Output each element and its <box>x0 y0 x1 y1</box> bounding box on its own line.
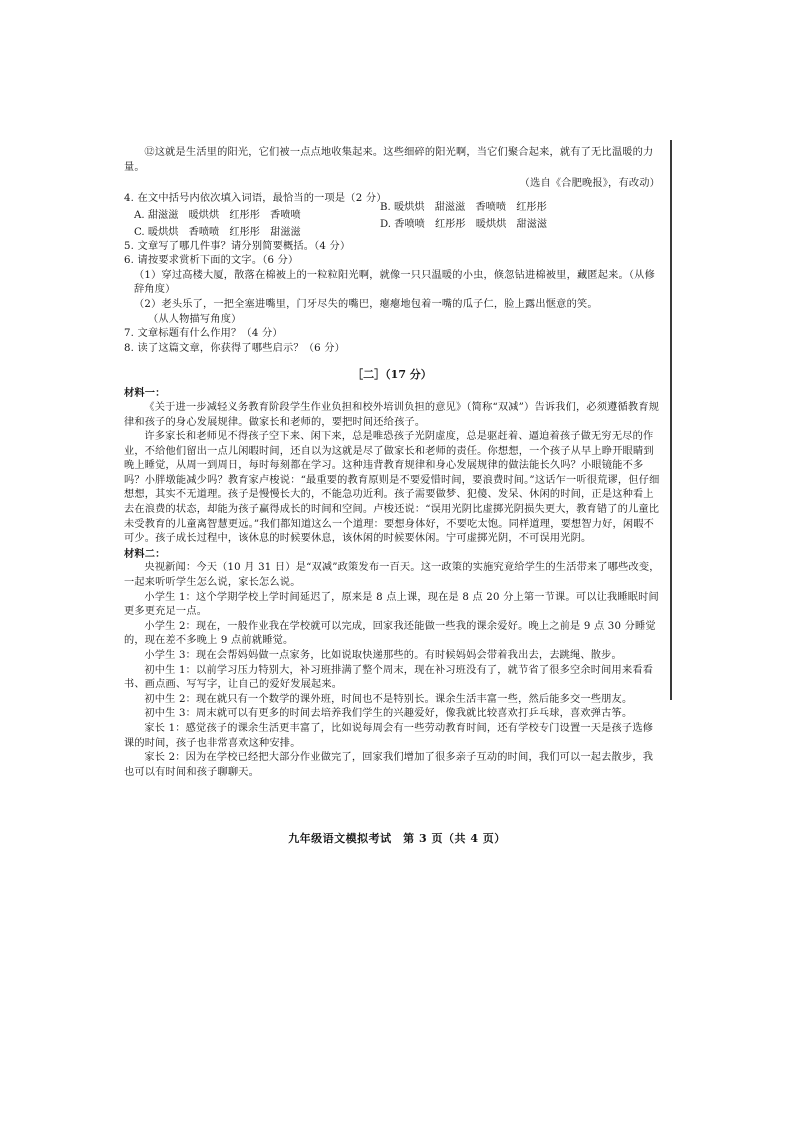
material-2-paragraph: 初中生 2：现在就只有一个数学的课外班，时间也不是特别长。课余生活丰富一些，然后能多交一些朋友。 <box>144 693 633 705</box>
option-a: A. 甜滋滋 暖烘烘 红彤彤 香喷喷 <box>134 210 301 222</box>
material-2-paragraph: 初中生 1：以前学习压力特别大，补习班排满了整个周末，现在补习班没有了，就节省了很多空余时间用来看看书、画点画、写写字，让自己的爱好发展起来。 <box>124 664 654 691</box>
material-2-paragraph: 初中生 3：周末就可以有更多的时间去培养我们学生的兴趣爱好，像我就比较喜欢打乒乓球，喜欢弹古筝。 <box>144 708 633 720</box>
passage-paragraph-12: ⑫这就是生活里的阳光，它们被一点点地收集起来。这些细碎的阳光啊，当它们聚合起来，就有了无比温暖的力量。 <box>124 147 654 173</box>
question-4-options <box>124 202 660 239</box>
material-2-paragraph: 小学生 2：现在，一般作业我在学校就可以完成，回家我还能做一些我的课余爱好。晚上之前是 9 点 30 分睡觉的，现在差不多晚上 9 点前就睡觉。 <box>124 620 656 647</box>
question-6-part-2: （2）老头乐了，一把全塞进嘴里，门牙尽失的嘴巴，瘪瘪地包着一嘴的瓜子仁，脸上露出惬意的笑。 <box>134 298 598 310</box>
question-6: 6. 请按要求赏析下面的文字。（6 分） <box>124 255 299 267</box>
material-1-paragraph: 《关于进一步减轻义务教育阶段学生作业负担和校外培训负担的意见》（简称“双减”）告诉我们，必须遵循教育规律和孩子的身心发展规律。做家长和老师的，要把时间还给孩子。 <box>124 401 660 428</box>
margin-rule <box>670 140 672 700</box>
material-2-paragraph: 央视新闻：今天（10 月 31 日）是“双减”政策发布一百天。这一政策的实施究竟给学生的生活带来了哪些改变，一起来听听学生怎么说，家长怎么说。 <box>124 562 660 589</box>
section-2-header: ［二］（17 分） <box>352 368 432 382</box>
question-6-part-1: （1）穿过高楼大厦，散落在棉被上的一粒粒阳光啊，就像一只只温暖的小虫，倏忽钻进棉被里，藏匿起来。（从修辞角度） <box>134 269 655 296</box>
question-8: 8. 读了这篇文章，你获得了哪些启示？（6 分） <box>124 342 346 354</box>
material-2-paragraph: 小学生 3：现在会帮妈妈做一点家务，比如说取快递那些的。有时候妈妈会带着我出去，去跳绳、散步。 <box>144 650 622 661</box>
material-2-paragraph: 小学生 1：这个学期学校上学时间延迟了，原来是 8 点上课，现在是 8 点 20 分上第一节课。可以让我睡眠时间更多更充足一点。 <box>124 591 659 618</box>
material-1-label: 材料一： <box>124 387 166 400</box>
passage-source: （选自《合肥晚报》，有改动） <box>519 178 660 190</box>
option-b: B. 暖烘烘 甜滋滋 香喷喷 红彤彤 <box>380 202 547 214</box>
material-2-paragraph: 家长 1：感觉孩子的课余生活更丰富了，比如说每周会有一些劳动教育时间，还有学校专门设置一天是孩子选修课的时间，孩子也非常喜欢这种安排。 <box>124 722 654 749</box>
page-footer: 九年级语文模拟考试 第 3 页（共 4 页） <box>288 832 506 845</box>
material-2-label: 材料二： <box>124 547 166 560</box>
option-c: C. 暖烘烘 香喷喷 红彤彤 甜滋滋 <box>134 226 301 238</box>
question-6-part-2-note: （从人物描写角度） <box>148 313 242 325</box>
material-1-paragraph: 许多家长和老师见不得孩子空下来、闲下来，总是唯恐孩子光阴虚度，总是驱赶着、逼迫着孩子做无穷无尽的作业，不给他们留出一点儿闲暇时间，还自以为这就是尽了做家长和老师的责任。你想想，一个孩子从早上睁开眼睛到晚上睡觉，从周一到周日，每时每刻都在学习。这种违背教育规律和身心发展规律的做法能长久吗？小眼镜能不多吗？小胖墩能减少吗？教育家卢梭说：“最重要的教育原则是不要爱惜时间，要浪费时间。”这话乍一听很荒谬，但仔细想想，其实不无道理。孩子是慢慢长大的，不能急功近利。孩子需要做梦、犯傻、发呆、休闲的时间，正是这种看上去在浪费的状态，却能为孩子赢得成长的时间和空间。卢梭还说：“误用光阴比虚掷光阴损失更大，教育错了的儿童比未受教育的儿童离智慧更远。”我们都知道这么一个道理：要想身体好，不要吃太饱。同样道理，要想智力好，闲暇不可少。孩子成长过程中，该休息的时候要休息，该休闲的时候要休闲。宁可虚掷光阴，不可误用光阴。 <box>124 431 660 545</box>
material-2-paragraph: 家长 2：因为在学校已经把大部分作业做完了，回家我们增加了很多亲子互动的时间，我们可以一起去散步，我也可以有时间和孩子聊聊天。 <box>124 752 654 778</box>
question-5: 5. 文章写了哪几件事？请分别简要概括。（4 分） <box>124 240 351 252</box>
page-content <box>124 146 660 780</box>
question-7: 7. 文章标题有什么作用？（4 分） <box>124 328 283 340</box>
option-d: D. 香喷喷 红彤彤 暖烘烘 甜滋滋 <box>380 218 548 230</box>
question-4: 4. 在文中括号内依次填入词语，最恰当的一项是（2 分） <box>124 192 387 204</box>
